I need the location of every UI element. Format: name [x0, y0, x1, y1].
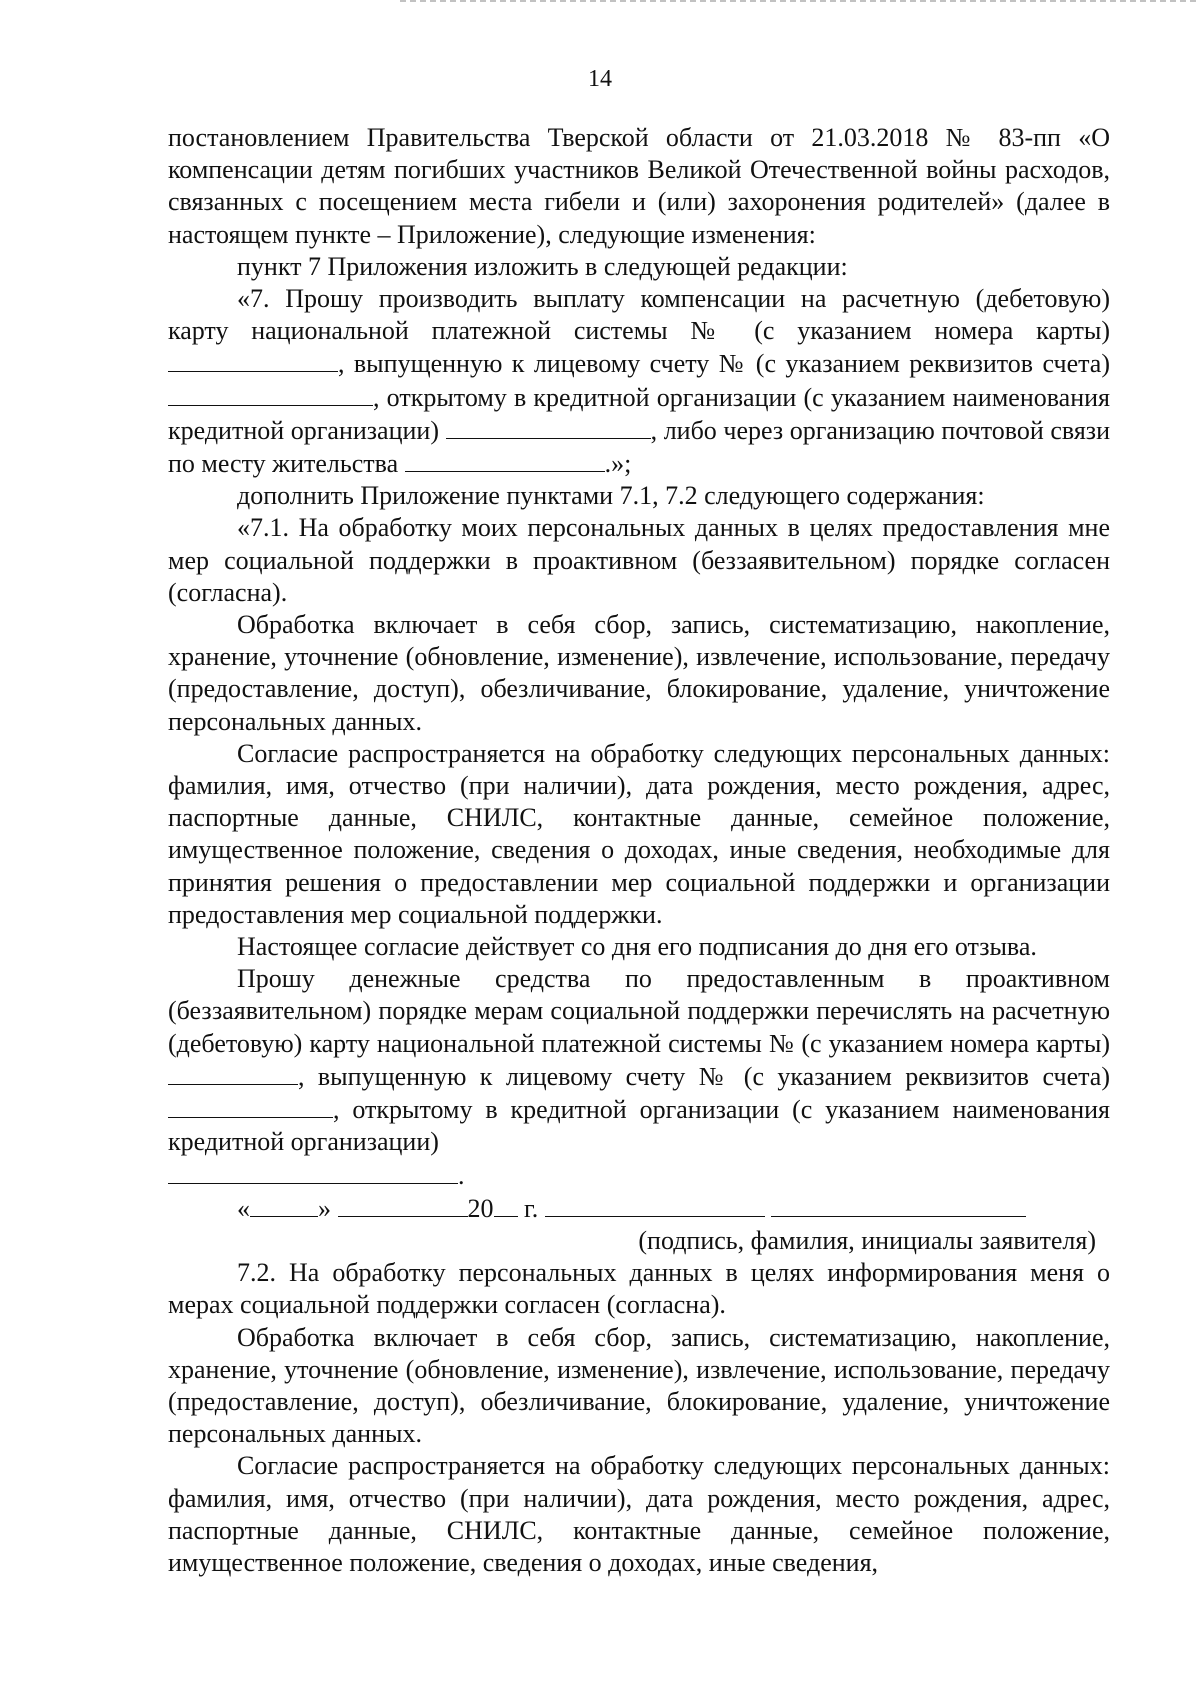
month-blank — [338, 1192, 468, 1217]
date-quote-close: » — [318, 1193, 331, 1223]
paragraph-add-items: дополнить Приложение пунктами 7.1, 7.2 следующего содержания: — [237, 481, 985, 511]
postal-service-blank — [405, 447, 605, 472]
card-number-blank — [168, 347, 338, 372]
bank-name-blank-2 — [168, 1159, 458, 1184]
page-number: 14 — [588, 66, 612, 92]
account-details-blank — [168, 381, 373, 406]
paragraph-item7-1: «7.1. На обработку моих персональных данных в целях предоставления мне мер социальной поддержки в проактивном (беззаявительном) порядке согласен (согласна). — [168, 513, 1110, 607]
paragraph-consent-data: Согласие распространяется на обработку следующих персональных данных: фамилия, имя, отчество (при наличии), дата рождения, место рождения, адрес, паспортные данные, СНИЛС, контактные данные, семейное положение, имущественное положение, сведения о доходах, иные сведения, необходимые для принятия решения о предоставлении мер социальной поддержки и организации предоставления мер социальной поддержки. — [168, 738, 1110, 929]
signature-blank — [545, 1192, 765, 1217]
payment-text-part: Прошу денежные средства по предоставленным в проактивном (беззаявительном) порядке мерам социальной поддержки перечислять на расчетную (дебетовую) карту национальной платежной системы № (с указанием номера карты) — [168, 964, 1110, 1058]
document-body — [168, 122, 1110, 1579]
paragraph-item7-text — [168, 283, 1110, 480]
name-initials-blank — [771, 1192, 1026, 1217]
account-details-blank-2 — [168, 1093, 333, 1118]
paragraph-payment-request — [168, 963, 1110, 1158]
item7-text-part: .»; — [604, 449, 632, 479]
scan-edge — [400, 0, 1200, 2]
paragraph-processing-scope-2: Обработка включает в себя сбор, запись, систематизацию, накопление, хранение, уточнение (обновление, изменение), извлечение, использование, передачу (предоставление, доступ), обезличивание, блокирование, удаление, уничтожение персональных данных. — [168, 1322, 1110, 1449]
item7-text-part: , открытому в кредитной организации (с указанием наименования кредитной организации) — [168, 382, 1110, 445]
year-blank — [494, 1192, 518, 1217]
item7-text-part: , либо через организацию почтовой связи по месту жительства — [168, 415, 1110, 479]
bank-name-blank — [446, 414, 651, 439]
paragraph-consent-validity: Настоящее согласие действует со дня его подписания до дня его отзыва. — [237, 932, 1037, 962]
day-blank — [250, 1192, 318, 1217]
paragraph-processing-scope: Обработка включает в себя сбор, запись, систематизацию, накопление, хранение, уточнение (обновление, изменение), извлечение, использование, передачу (предоставление, доступ), обезличивание, блокирование, удаление, уничтожение персональных данных. — [168, 610, 1110, 736]
year-prefix: 20 — [467, 1193, 494, 1223]
date-quote-open: « — [237, 1193, 250, 1223]
item7-text-part: , выпущенную к лицевому счету № (с указанием реквизитов счета) — [338, 349, 1110, 379]
paragraph-consent-data-2: Согласие распространяется на обработку следующих персональных данных: фамилия, имя, отчество (при наличии), дата рождения, место рождения, адрес, паспортные данные, СНИЛС, контактные данные, семейное положение, имущественное положение, сведения о доходах, иные сведения, — [168, 1451, 1110, 1577]
paragraph-intro: постановлением Правительства Тверской области от 21.03.2018 № 83-пп «О компенсации детям погибших участников Великой Отечественной войны расходов, связанных с посещением места гибели и (или) захоронения родителей» (далее в настоящем пункте – Приложение), следующие изменения: — [168, 123, 1110, 249]
bank-name-blank-row — [168, 1159, 1110, 1192]
signature-line — [168, 1192, 1110, 1225]
year-suffix: г. — [524, 1193, 539, 1223]
paragraph-item7-instruction: пункт 7 Приложения изложить в следующей редакции: — [237, 251, 848, 281]
card-number-blank-2 — [168, 1060, 298, 1085]
payment-text-end: . — [458, 1160, 465, 1190]
payment-text-part: , открытому в кредитной организации (с указанием наименования кредитной организации) — [168, 1095, 1110, 1157]
signature-caption: (подпись, фамилия, инициалы заявителя) — [638, 1225, 1096, 1255]
item7-text-part: «7. Прошу производить выплату компенсации на расчетную (дебетовую) карту национальной платежной системы № (с указанием номера карты) — [168, 284, 1110, 346]
payment-text-part: , выпущенную к лицевому счету № (с указанием реквизитов счета) — [298, 1061, 1110, 1091]
paragraph-item7-2: 7.2. На обработку персональных данных в целях информирования меня о мерах социальной поддержки согласен (согласна). — [168, 1258, 1110, 1320]
